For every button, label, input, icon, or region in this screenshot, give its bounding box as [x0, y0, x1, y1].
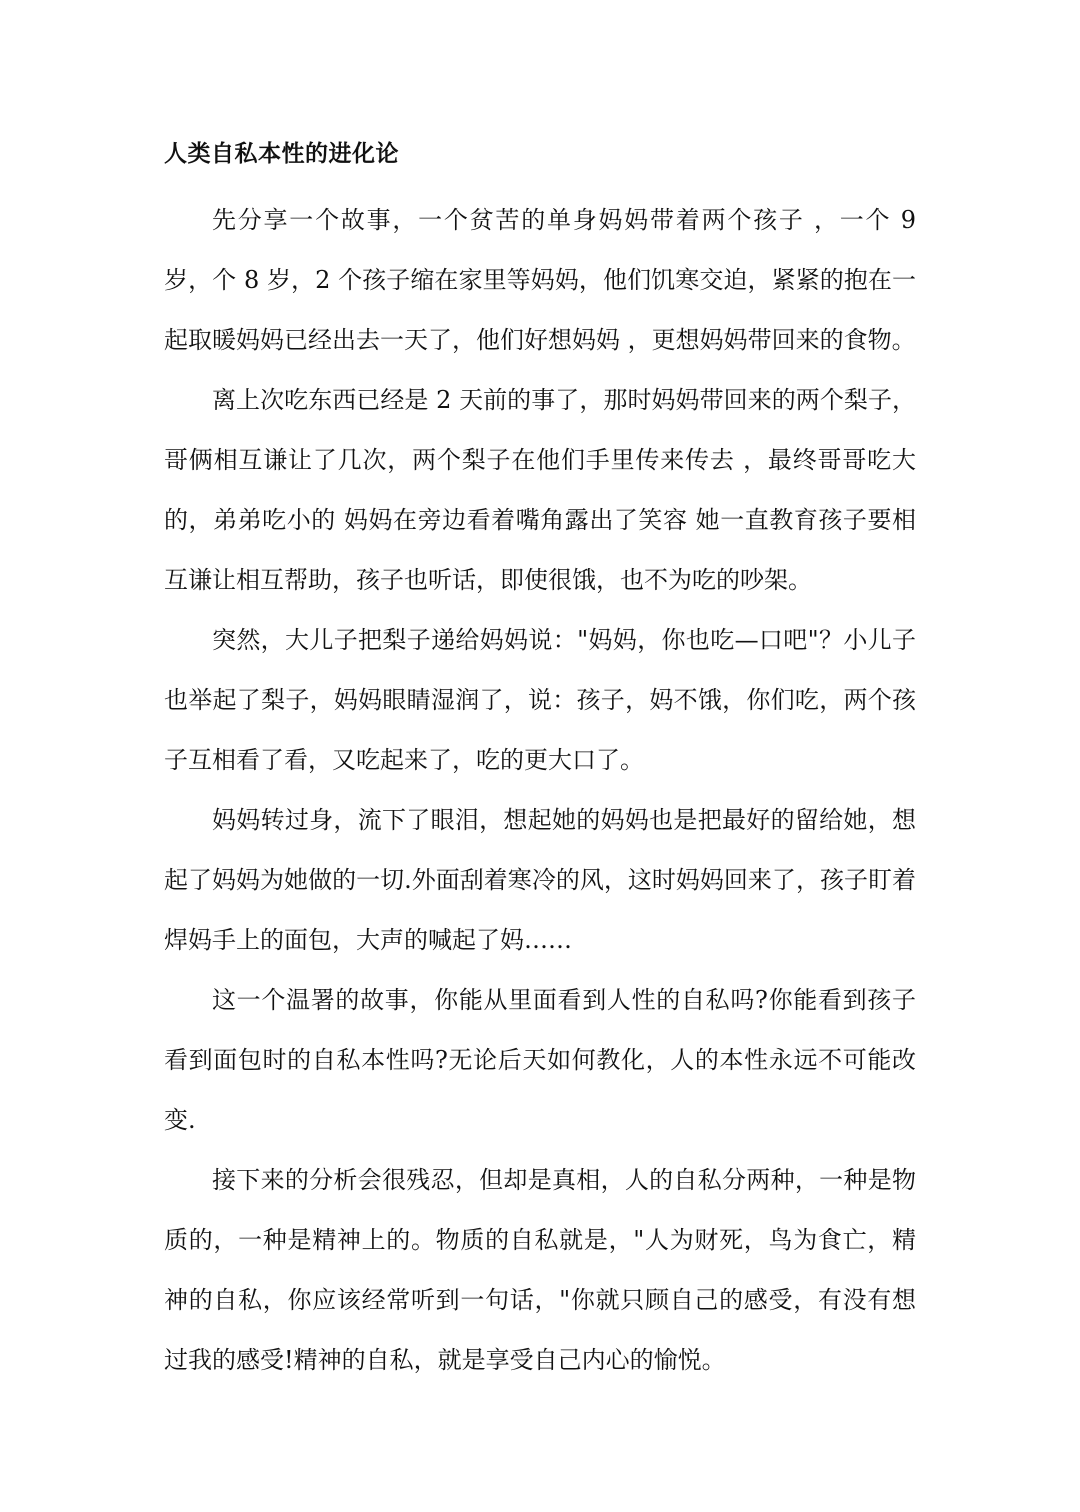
paragraph-3: 突然，大儿子把梨子递给妈妈说："妈妈，你也吃—口吧"？小儿子也举起了梨子，妈妈眼睛湿润了，说：孩子，妈不饿，你们吃，两个孩子互相看了看，又吃起来了，吃的更大口了。: [164, 626, 916, 774]
paragraph-1: 先分享一个故事，一个贫苦的单身妈妈带着两个孩子 ，一个 9 岁，个 8 岁，2 个孩子缩在家里等妈妈，他们饥寒交迫，紧紧的抱在一起取暖妈妈已经出去一天了，他们好想妈妈 ，更想妈妈带回来的食物。: [164, 206, 916, 354]
paragraph-6: 接下来的分析会很残忍，但却是真相，人的自私分两种，一种是物质的，一种是精神上的。物质的自私就是，"人为财死，鸟为食亡，精神的自私，你应该经常听到一句话，"你就只顾自己的感受，有没有想过我的感受!精神的自私，就是享受自己内心的愉悦。: [164, 1166, 916, 1374]
document-page: [164, 134, 916, 1390]
paragraph-2: 离上次吃东西已经是 2 天前的事了，那时妈妈带回来的两个梨子，哥俩相互谦让了几次，两个梨子在他们手里传来传去 ，最终哥哥吃大的，弟弟吃小的 妈妈在旁边看着嘴角露出了笑容 她一直教育孩子要相互谦让相互帮助，孩子也听话，即使很饿，也不为吃的吵架。: [164, 386, 916, 594]
paragraph-4: 妈妈转过身，流下了眼泪，想起她的妈妈也是把最好的留给她，想起了妈妈为她做的一切.外面刮着寒冷的风，这时妈妈回来了，孩子盯着焊妈手上的面包，大声的喊起了妈……: [164, 806, 916, 954]
paragraph-5: 这一个温署的故事，你能从里面看到人性的自私吗?你能看到孩子看到面包时的自私本性吗?无论后天如何教化，人的本性永远不可能改变.: [164, 986, 916, 1134]
document-title: 人类自私本性的进化论: [164, 141, 399, 167]
